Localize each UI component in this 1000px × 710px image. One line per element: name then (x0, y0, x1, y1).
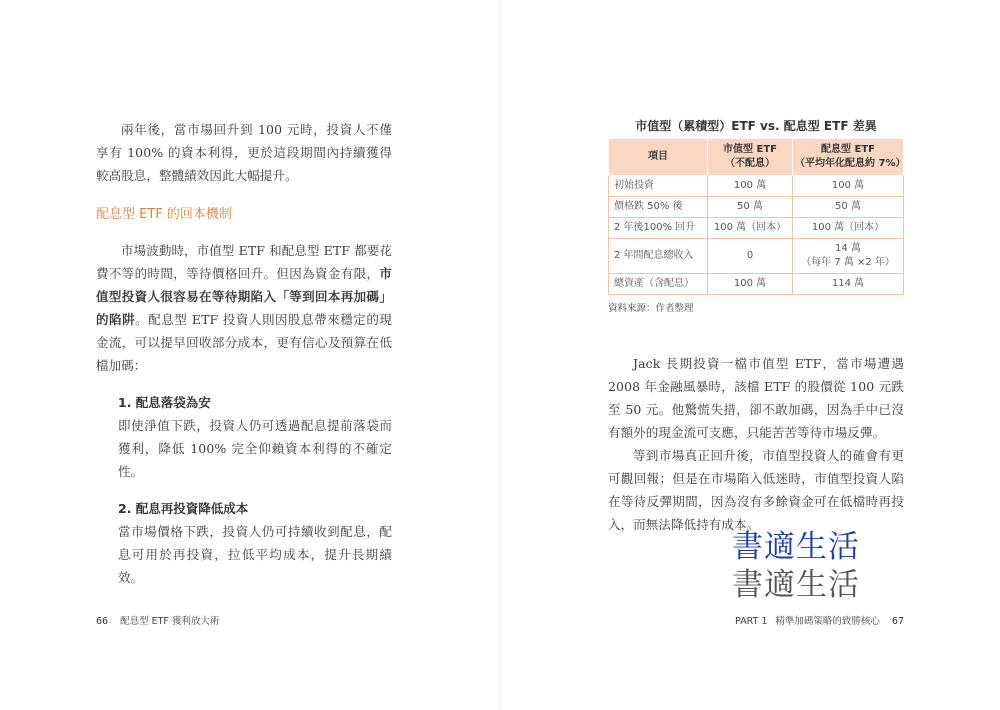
left-paragraph-1: 兩年後，當市場回升到 100 元時，投資人不僅享有 100% 的資本利得，更於這段期間內持續獲得較高股息，整體績效因此大幅提升。 (96, 122, 392, 183)
left-page-body (96, 118, 392, 589)
table-cell-dividend: 114 萬 (793, 274, 904, 295)
table-cell-item: 初始投資 (609, 176, 708, 197)
table-cell-item: 總資產（含配息） (609, 274, 708, 295)
comparison-table (608, 138, 904, 295)
right-paragraph-1: Jack 長期投資一檔市值型 ETF，當市場遭遇 2008 年金融風暴時，該檔 ETF 的股價從 100 元跌至 50 元。他驚慌失措，卻不敢加碼，因為手中已沒有額外的現金流可支應，只能苦苦等待市場反彈。 (608, 356, 904, 440)
table-cell-market: 50 萬 (708, 197, 793, 218)
table-row (609, 197, 904, 218)
section-heading: 配息型 ETF 的回本機制 (96, 207, 232, 222)
point-2-title: 2. 配息再投資降低成本 (118, 501, 249, 516)
right-page (500, 0, 1000, 710)
header-market-etf-line2: （不配息） (725, 158, 775, 169)
table-title: 市值型（累積型）ETF vs. 配息型 ETF 差異 (635, 119, 877, 133)
table-cell-item: 2 年間配息總收入 (609, 239, 708, 274)
chapter-title: 精準加碼策略的致勝核心 (775, 616, 880, 627)
table-cell-market: 100 萬 (708, 274, 793, 295)
header-dividend-etf-line1: 配息型 ETF (821, 144, 875, 155)
table-cell-item: 價格跌 50% 後 (609, 197, 708, 218)
left-paragraph-2 (96, 239, 392, 377)
table-source: 資料來源：作者整理 (608, 303, 694, 314)
table-cell-market: 100 萬（回本） (708, 218, 793, 239)
table-cell-market: 0 (708, 239, 793, 274)
right-page-number: 67 (891, 616, 904, 627)
point-1-text: 即使淨值下跌，投資人仍可透過配息提前落袋而獲利，降低 100% 完全仰賴資本利得的不確定性。 (118, 418, 392, 479)
dividend-total: 14 萬 (835, 243, 861, 254)
header-dividend-etf (793, 139, 904, 176)
header-market-etf (708, 139, 793, 176)
table-row (609, 218, 904, 239)
left-footer (96, 614, 219, 630)
table-cell-item: 2 年後100% 回升 (609, 218, 708, 239)
header-dividend-etf-line2: （平均年化配息約 7%） (795, 158, 906, 169)
table-cell-market: 100 萬 (708, 176, 793, 197)
table-row (609, 239, 904, 274)
right-paragraph-2: 等到市場真正回升後，市值型投資人的確會有更可觀回報；但是在市場陷入低迷時，市值型投資人陷在等待反彈期間，因為沒有多餘資金可在低檔時再投入，而無法降低持有成本。 (608, 448, 904, 532)
book-title: 配息型 ETF 獲利放大術 (120, 616, 220, 627)
right-footer (735, 614, 904, 630)
stamp-line-1: 書適生活 (732, 529, 860, 565)
left-page-number: 66 (96, 616, 109, 627)
table-cell-dividend: 100 萬 (793, 176, 904, 197)
paragraph-2-text-b: 。配息型 ETF 投資人則因股息帶來穩定的現金流，可以提早回收部分成本，更有信心及預算在低檔加碼： (96, 312, 392, 373)
part-label: PART 1 (734, 616, 768, 627)
table-row (609, 274, 904, 295)
header-item: 項目 (609, 139, 708, 176)
stamp-line-2: 書適生活 (732, 567, 860, 603)
watermark-stamp (732, 528, 860, 604)
point-2-text: 當市場價格下跌，投資人仍可持續收到配息，配息可用於再投資，拉低平均成本，提升長期績效。 (118, 524, 392, 585)
point-1-title: 1. 配息落袋為安 (118, 395, 211, 410)
table-header-row (609, 139, 904, 176)
right-page-body (608, 352, 904, 536)
table-cell-dividend: 50 萬 (793, 197, 904, 218)
comparison-table-block (608, 114, 904, 314)
table-row (609, 176, 904, 197)
dividend-note: （每年 7 萬 ×2 年） (801, 257, 895, 268)
paragraph-2-bold-text: 市值型投資人很容易在等待期陷入「等到回本再加碼」的陷阱 (96, 266, 392, 327)
table-cell-dividend: 100 萬（回本） (793, 218, 904, 239)
paragraph-2-text-a: 市場波動時，市值型 ETF 和配息型 ETF 都要花費不等的時間，等待價格回升。但因為資金有限， (96, 243, 392, 281)
header-market-etf-line1: 市值型 ETF (723, 144, 777, 155)
table-cell-dividend (793, 239, 904, 274)
